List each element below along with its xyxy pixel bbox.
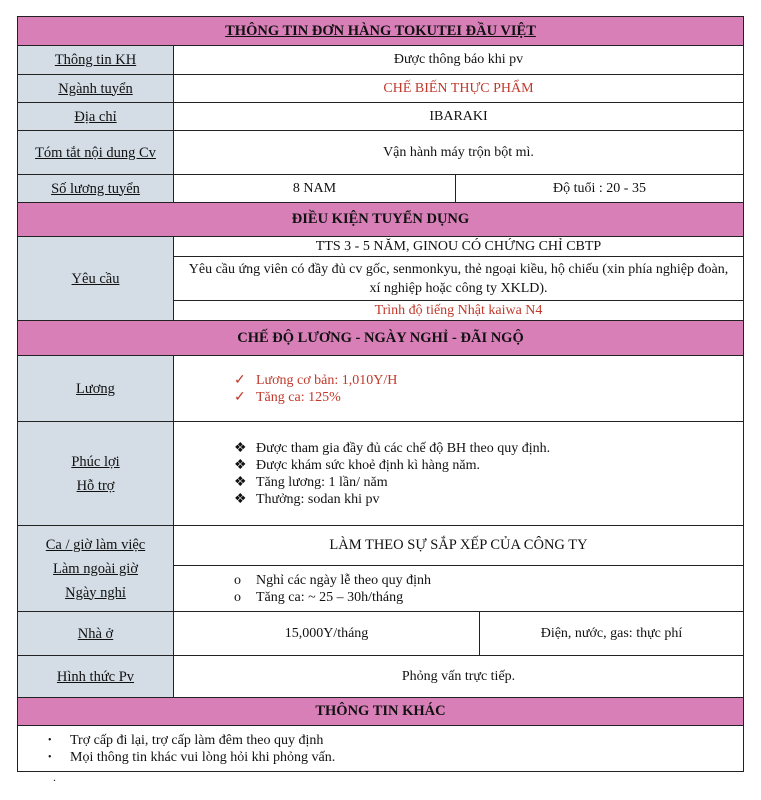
industry-label: Ngành tuyển [18,75,174,102]
order-info-table [17,16,744,786]
bullet-icon: • [48,734,52,746]
other-list [48,732,335,766]
list-item: ✓ Tăng ca: 125% [234,389,341,405]
list-item: o Tăng ca: ~ 25 – 30h/tháng [234,589,404,605]
other-heading-row [17,698,744,726]
work-list [234,572,431,606]
summary-value: Vận hành máy trộn bột mì. [383,144,534,160]
industry-row [17,75,744,103]
salary-list [234,372,397,406]
page-title: THÔNG TIN ĐƠN HÀNG TOKUTEI ĐẦU VIỆT [225,22,536,39]
requirement-line-1: TTS 3 - 5 NĂM, GINOU CÓ CHỨNG CHỈ CBTP [174,237,743,257]
list-item: ❖ Thưởng: sodan khi pv [234,491,380,507]
circle-bullet-icon: o [234,572,241,588]
other-row [17,726,744,772]
list-item: ✓ Lương cơ bản: 1,010Y/H [234,372,398,388]
customer-value: Được thông báo khi pv [393,52,524,67]
address-label: Địa chỉ [18,103,174,130]
summary-row [17,131,744,175]
diamond-bullet-icon: ❖ [234,440,247,456]
housing-label: Nhà ở [18,612,174,655]
salary-row [17,356,744,422]
utilities-value: Điện, nước, gas: thực phí [540,625,683,641]
quantity-label: Số lương tuyển [18,175,174,202]
salary-label: Lương [18,356,174,421]
customer-label: Thông tin KH [18,46,174,74]
diamond-bullet-icon: ❖ [234,474,247,490]
summary-label: Tóm tắt nội dung Cv [18,131,174,174]
other-heading: THÔNG TIN KHÁC [315,703,446,719]
requirements-row [17,237,744,321]
quantity-value: 8 NAM [174,175,456,202]
list-item: ❖ Được khám sức khoẻ định kì hàng năm. [234,457,480,473]
list-item: • Trợ cấp đi lại, trợ cấp làm đêm theo quy định [48,732,324,748]
work-label: Ca / giờ làm việc Làm ngoài giờ Ngày nghỉ [18,526,174,611]
check-icon: ✓ [234,372,246,388]
requirements-label: Yêu cầu [18,237,174,320]
quantity-row [17,175,744,203]
address-value: IBARAKI [429,108,488,124]
age-value: Độ tuổi : 20 - 35 [553,180,646,196]
work-schedule: LÀM THEO SỰ SẮP XẾP CỦA CÔNG TY [174,526,743,566]
requirement-line-3: Trình độ tiếng Nhật kaiwa N4 [374,302,543,318]
work-row [17,526,744,612]
conditions-heading: ĐIỀU KIỆN TUYỂN DỤNG [291,211,470,227]
diamond-bullet-icon: ❖ [234,457,247,473]
footer-dot: . [53,770,56,784]
circle-bullet-icon: o [234,589,241,605]
benefits-label: Phúc lợi Hỗ trợ [18,422,174,525]
industry-value: CHẾ BIẾN THỰC PHẨM [383,80,534,96]
list-item: ❖ Được tham gia đầy đủ các chế độ BH theo quy định. [234,440,551,456]
list-item: ❖ Tăng lương: 1 lần/ năm [234,474,388,490]
customer-row [17,46,744,75]
benefits-list [234,440,550,508]
bullet-icon: • [48,751,52,763]
housing-row [17,612,744,656]
list-item: o Nghỉ các ngày lễ theo quy định [234,572,431,588]
check-icon: ✓ [234,389,246,405]
housing-value: 15,000Y/tháng [174,612,480,655]
interview-row [17,656,744,698]
salary-heading: CHẾ ĐỘ LƯƠNG - NGÀY NGHỈ - ĐÃI NGỘ [237,329,524,346]
title-row [17,16,744,46]
benefits-row [17,422,744,526]
salary-heading-row [17,321,744,356]
interview-value: Phỏng vấn trực tiếp. [401,668,516,684]
requirement-line-2: Yêu cầu ứng viên có đầy đủ cv gốc, senmonkyu, thẻ ngoại kiều, hộ chiếu (xin phía nghiệp đoàn, xí nghiệp hoặc công ty XKLD). [174,257,743,301]
diamond-bullet-icon: ❖ [234,491,247,507]
list-item: • Mọi thông tin khác vui lòng hỏi khi phỏng vấn. [48,749,336,765]
interview-label: Hình thức Pv [18,656,174,697]
conditions-heading-row [17,203,744,237]
address-row [17,103,744,131]
